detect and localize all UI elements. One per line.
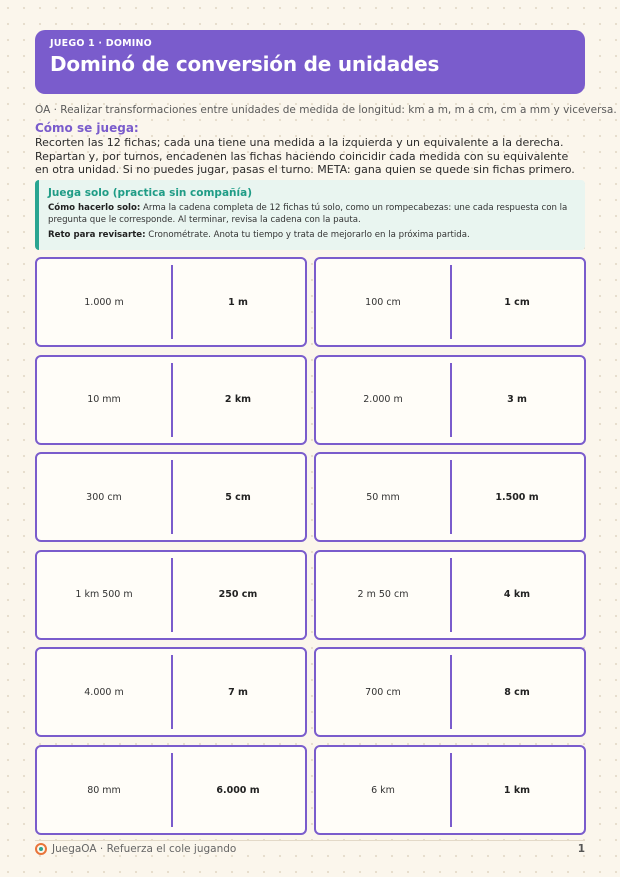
domino-tile	[35, 257, 307, 347]
tile-left-value: 2.000 m	[363, 394, 403, 406]
domino-tile	[314, 355, 586, 445]
domino-tile	[35, 355, 307, 445]
solo-challenge-text: Cronométrate. Anota tu tiempo y trata de mejorarlo en la próxima partida.	[145, 230, 470, 240]
howto-heading: Cómo se juega:	[35, 121, 139, 135]
domino-tile	[314, 452, 586, 542]
domino-tile	[35, 550, 307, 640]
tile-left-value: 700 cm	[365, 686, 401, 698]
tile-right-value: 6.000 m	[216, 784, 260, 796]
tile-left-value: 1.000 m	[84, 296, 124, 308]
tile-left-value: 2 m 50 cm	[357, 589, 409, 601]
footer	[35, 843, 585, 857]
brand-logo-icon	[35, 843, 47, 855]
tile-right-value: 4 km	[503, 589, 531, 601]
tile-left-value: 300 cm	[86, 491, 122, 503]
game-kicker: JUEGO 1 · DOMINO	[50, 38, 152, 49]
domino-tile	[35, 452, 307, 542]
solo-challenge-paragraph	[48, 229, 575, 241]
domino-tile	[35, 647, 307, 737]
tile-right-value: 1 cm	[504, 296, 530, 308]
tile-right-value: 1.500 m	[495, 491, 539, 503]
footer-divider	[35, 840, 585, 841]
tile-left-value: 4.000 m	[84, 686, 124, 698]
domino-tile	[314, 257, 586, 347]
tile-right-value: 7 m	[228, 686, 248, 698]
tile-right-value: 8 cm	[504, 686, 530, 698]
page-number: 1	[577, 843, 585, 855]
tile-left-value: 6 km	[371, 784, 395, 796]
solo-heading: Juega solo (practica sin compañía)	[48, 187, 252, 199]
solo-how-text: Arma la cadena completa de 12 fichas tú solo, como un rompecabezas: une cada respuesta con la pregunta que le corresponde. Al terminar, revisa la cadena con la pauta.	[48, 203, 568, 225]
tile-right-value: 1 km	[503, 784, 531, 796]
tile-left-value: 1 km 500 m	[75, 589, 133, 601]
tile-right-value: 250 cm	[218, 589, 258, 601]
solo-how-paragraph	[48, 202, 575, 226]
tile-right-value: 3 m	[507, 394, 527, 406]
domino-tile	[314, 745, 586, 835]
tile-left-value: 10 mm	[87, 394, 121, 406]
domino-tile	[314, 647, 586, 737]
tile-right-value: 5 cm	[225, 491, 251, 503]
learning-objective: OA · Realizar transformaciones entre unidades de medida de longitud: km a m, m a cm, cm a mm y viceversa.	[35, 104, 617, 116]
solo-play-box	[35, 180, 585, 250]
tile-left-value: 100 cm	[365, 296, 401, 308]
tile-left-value: 80 mm	[87, 784, 121, 796]
howto-instructions: Recorten las 12 fichas; cada una tiene una medida a la izquierda y un equivalente a la derecha. Repartan y, por turnos, encadenen las fichas haciendo coincidir cada medida con su equivalente en otra unidad. Si no puedes jugar, pasas el turno. META: gana quien se quede sin fichas primero.	[35, 136, 575, 176]
domino-tile	[314, 550, 586, 640]
tile-right-value: 2 km	[224, 394, 252, 406]
domino-tile	[35, 745, 307, 835]
tile-left-value: 50 mm	[366, 491, 400, 503]
solo-challenge-label: Reto para revisarte:	[48, 230, 146, 240]
footer-brand: JuegaOA · Refuerza el cole jugando	[52, 843, 237, 855]
tile-right-value: 1 m	[228, 296, 248, 308]
solo-how-label: Cómo hacerlo solo:	[48, 203, 141, 213]
game-header	[35, 30, 585, 94]
page-title: Dominó de conversión de unidades	[50, 52, 440, 76]
